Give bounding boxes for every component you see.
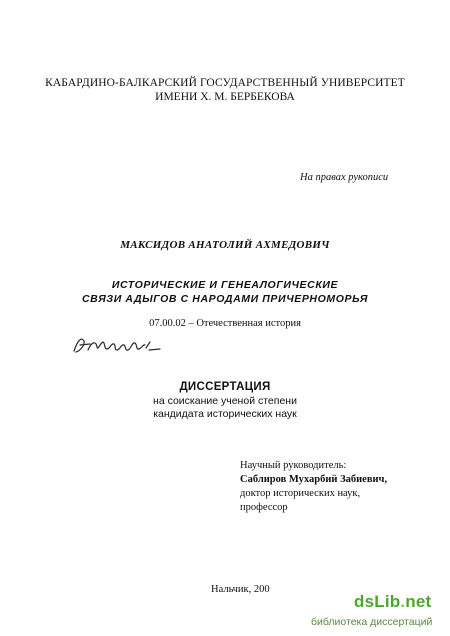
- supervisor-label: Научный руководитель:: [240, 460, 347, 471]
- degree-line1: на соискание ученой степени: [153, 395, 297, 407]
- university-name-line1: КАБАРДИНО-БАЛКАРСКИЙ ГОСУДАРСТВЕННЫЙ УНИВЕРСИТЕТ: [45, 77, 405, 89]
- document-type-heading: ДИССЕРТАЦИЯ: [179, 381, 271, 393]
- watermark-subtitle: библиотека диссертаций: [311, 616, 433, 628]
- watermark-dot: .: [400, 592, 406, 611]
- university-name-line2: ИМЕНИ Х. М. БЕРБЕКОВА: [155, 91, 295, 103]
- degree-line2: кандидата исторических наук: [153, 408, 297, 420]
- specialty-code: 07.00.02 – Отечественная история: [149, 318, 301, 329]
- supervisor-name: Саблиров Мухарбий Забиевич,: [240, 474, 388, 485]
- supervisor-title: профессор: [240, 502, 288, 513]
- watermark-tld: net: [405, 592, 432, 611]
- supervisor-degree: доктор исторических наук,: [240, 488, 361, 499]
- handwritten-signature: [70, 333, 162, 362]
- dslib-watermark-logo: [354, 592, 431, 612]
- city-year: Нальчик, 200: [211, 584, 270, 595]
- signature-scribble-icon: [70, 333, 162, 357]
- manuscript-note: На правах рукописи: [300, 172, 389, 183]
- author-name: МАКСИДОВ АНАТОЛИЙ АХМЕДОВИЧ: [120, 239, 330, 251]
- thesis-title-line1: ИСТОРИЧЕСКИЕ И ГЕНЕАЛОГИЧЕСКИЕ: [111, 279, 339, 291]
- watermark-brand: dsLib: [354, 592, 401, 611]
- thesis-title-line2: СВЯЗИ АДЫГОВ С НАРОДАМИ ПРИЧЕРНОМОРЬЯ: [82, 293, 368, 305]
